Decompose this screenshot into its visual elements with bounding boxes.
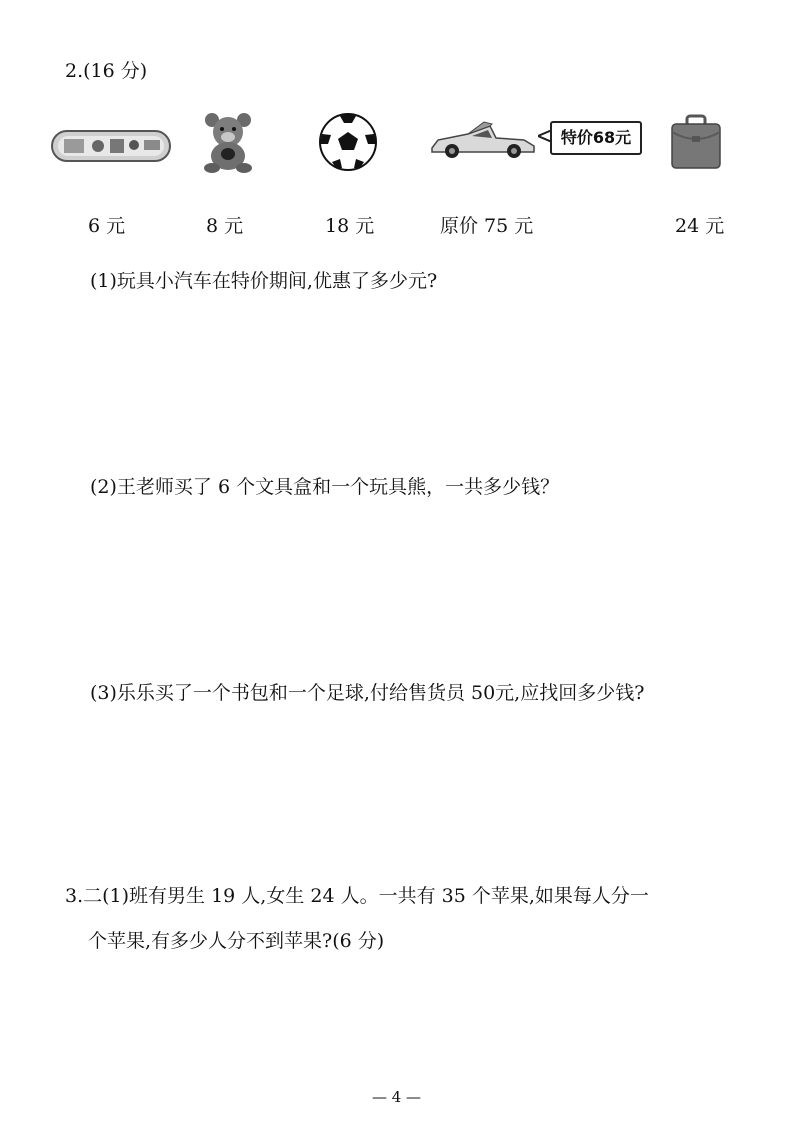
soccer-ball-image (318, 112, 378, 172)
question-2-header: 2.(16 分) (65, 60, 148, 82)
school-bag-image (670, 114, 722, 170)
price-teddy-bear: 8 元 (206, 215, 244, 237)
teddy-bear-image (198, 110, 258, 174)
toy-car-image (428, 118, 538, 160)
question-3-line-2: 个苹果,有多少人分不到苹果?(6 分) (88, 930, 385, 952)
price-school-bag: 24 元 (675, 215, 725, 237)
page-number: — 4 — (371, 1088, 422, 1106)
sub-question-2: (2)王老师买了 6 个文具盒和一个玩具熊，一共多少钱？ (90, 476, 560, 498)
sub-question-3: (3)乐乐买了一个书包和一个足球,付给售货员 50元,应找回多少钱? (90, 682, 645, 704)
price-soccer-ball: 18 元 (325, 215, 375, 237)
question-3-line-1: 3.二(1)班有男生 19 人,女生 24 人。一共有 35 个苹果,如果每人分一 (65, 885, 649, 907)
special-price-callout: 特价68元 (550, 121, 642, 155)
pencil-case-image (50, 128, 172, 164)
sub-question-1: (1)玩具小汽车在特价期间,优惠了多少元? (90, 270, 438, 292)
price-toy-car: 原价 75 元 (440, 215, 534, 237)
price-pencil-case: 6 元 (88, 215, 126, 237)
